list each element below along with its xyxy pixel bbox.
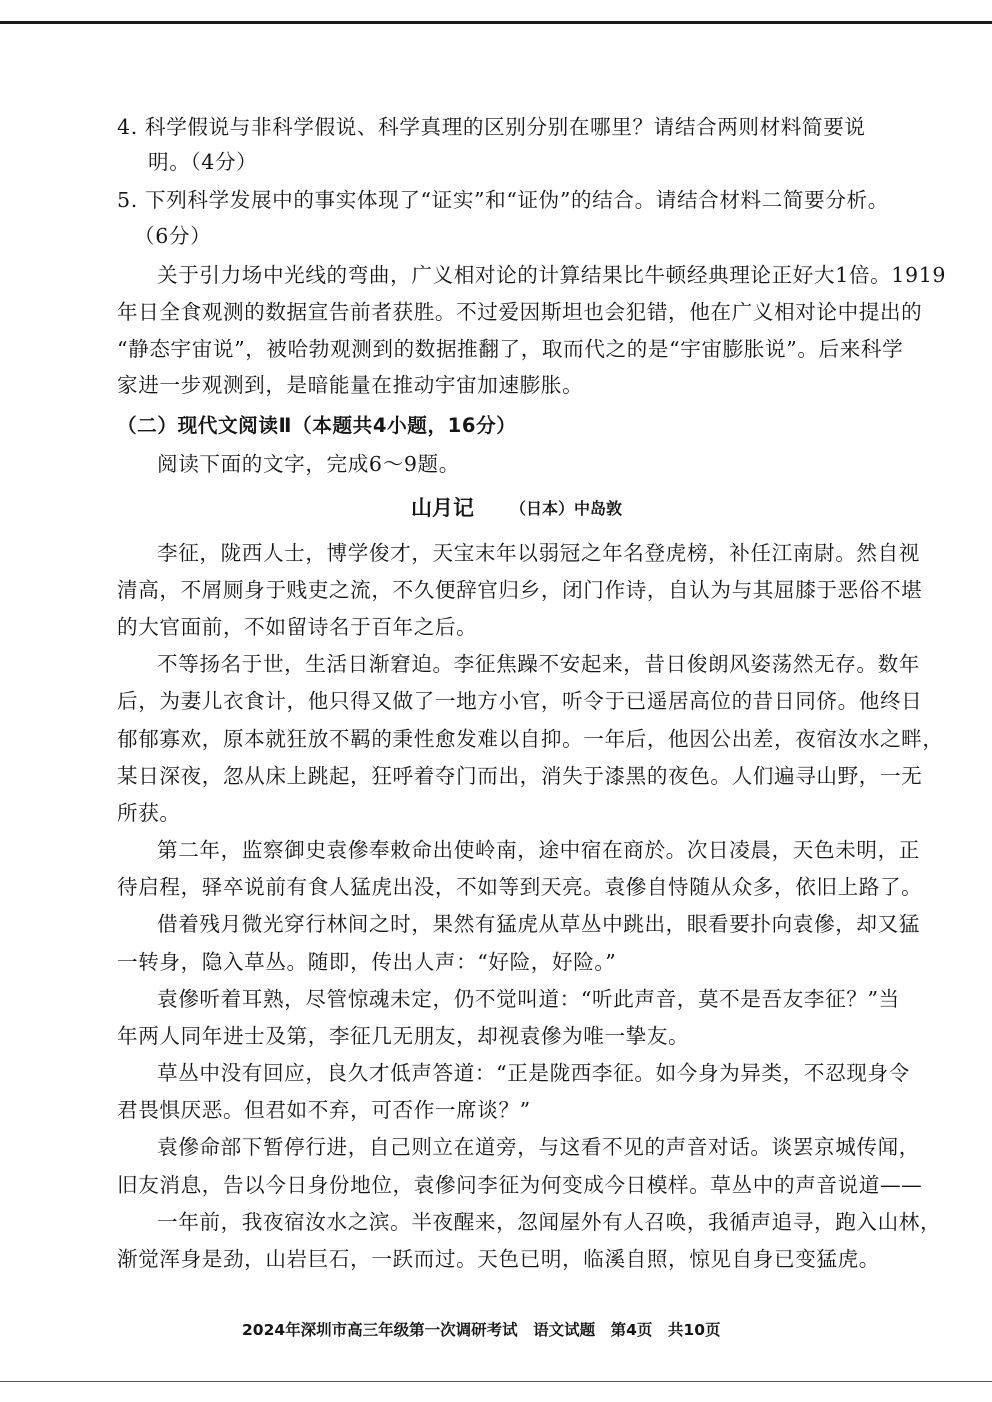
question-4-line-1: 4. 科学假说与非科学假说、科学真理的区别分别在哪里？请结合两则材料简要说: [117, 115, 866, 139]
article-line: 后，为妻儿衣食计，他只得又做了一地方小官，听令于已遥居高位的昔日同侪。他终日: [117, 689, 923, 713]
article-line: 借着残月微光穿行林间之时，果然有猛虎从草丛中跳出，眼看要扑向袁傪，却又猛: [157, 912, 920, 936]
article-line: 渐觉浑身是劲，山岩巨石，一跃而过。天色已明，临溪自照，惊见自身已变猛虎。: [117, 1247, 880, 1271]
article-line: 第二年，监察御史袁傪奉敕命出使岭南，途中宿在商於。次日凌晨，天色未明，正: [157, 838, 920, 862]
page-footer: 2024年深圳市高三年级第一次调研考试 语文试题 第4页 共10页: [242, 1321, 721, 1339]
article-line: 不等扬名于世，生活日渐窘迫。李征焦躁不安起来，昔日俊朗风姿荡然无存。数年: [157, 652, 920, 676]
bottom-border-rule: [0, 1381, 992, 1382]
section-instruction: 阅读下面的文字，完成6～9题。: [157, 452, 460, 476]
article-line: 所获。: [117, 801, 181, 825]
section-heading: （二）现代文阅读Ⅱ（本题共4小题，16分）: [117, 414, 517, 437]
article-line: 草丛中没有回应，良久才低声答道：“正是陇西李征。如今身为异类，不忍现身令: [157, 1061, 910, 1085]
question-5-material-line: 年日全食观测的数据宣告前者获胜。不过爱因斯坦也会犯错，他在广义相对论中提出的: [117, 300, 923, 324]
article-line: 待启程，驿卒说前有食人猛虎出没，不如等到天亮。袁傪自恃随从众多，依旧上路了。: [117, 875, 923, 899]
question-5-material-line: “静态宇宙说”，被哈勃观测到的数据推翻了，取而代之的是“宇宙膨胀说”。后来科学: [117, 337, 904, 361]
article-line: 清高，不屑厕身于贱吏之流，不久便辞官归乡，闭门作诗，自认为与其屈膝于恶俗不堪: [117, 578, 923, 602]
article-title: 山月记: [411, 496, 474, 520]
question-4-line-2: 明。（4分）: [148, 150, 258, 174]
article-line: 旧友消息，告以今日身份地位，袁傪问李征为何变成今日模样。草丛中的声音说道——: [117, 1173, 923, 1197]
article-line: 年两人同年进士及第，李征几无朋友，却视袁傪为唯一挚友。: [117, 1024, 690, 1048]
article-line: 一年前，我夜宿汝水之滨。半夜醒来，忽闻屋外有人召唤，我循声追寻，跑入山林，: [157, 1210, 942, 1234]
question-5-line-2: （6分）: [134, 224, 212, 248]
article-line: 袁傪听着耳熟，尽管惊魂未定，仍不觉叫道：“听此声音，莫不是吾友李征？”当: [157, 987, 900, 1011]
article-line: 的大官面前，不如留诗名于百年之后。: [117, 615, 478, 639]
article-line: 李征，陇西人士，博学俊才，天宝末年以弱冠之年名登虎榜，补任江南尉。然自视: [157, 541, 920, 565]
question-5-material-line: 关于引力场中光线的弯曲，广义相对论的计算结果比牛顿经典理论正好大1倍。1919: [157, 263, 947, 287]
article-line: 一转身，隐入草丛。随即，传出人声：“好险，好险。”: [117, 950, 617, 974]
article-line: 郁郁寡欢，原本就狂放不羁的秉性愈发难以自抑。一年后，他因公出差，夜宿汝水之畔，: [117, 727, 944, 751]
article-author: （日本）中岛敦: [510, 499, 623, 518]
question-5-line-1: 5. 下列科学发展中的事实体现了“证实”和“证伪”的结合。请结合材料二简要分析。: [117, 188, 889, 212]
article-line: 袁傪命部下暂停行进，自己则立在道旁，与这看不见的声音对话。谈罢京城传闻，: [157, 1135, 920, 1159]
question-5-material-line: 家进一步观测到，是暗能量在推动宇宙加速膨胀。: [117, 373, 584, 397]
article-line: 君畏惧厌恶。但君如不弃，可否作一席谈？”: [117, 1098, 531, 1122]
article-line: 某日深夜，忽从床上跳起，狂呼着夺门而出，消失于漆黑的夜色。人们遍寻山野，一无: [117, 764, 923, 788]
top-border-rule: [0, 21, 992, 24]
